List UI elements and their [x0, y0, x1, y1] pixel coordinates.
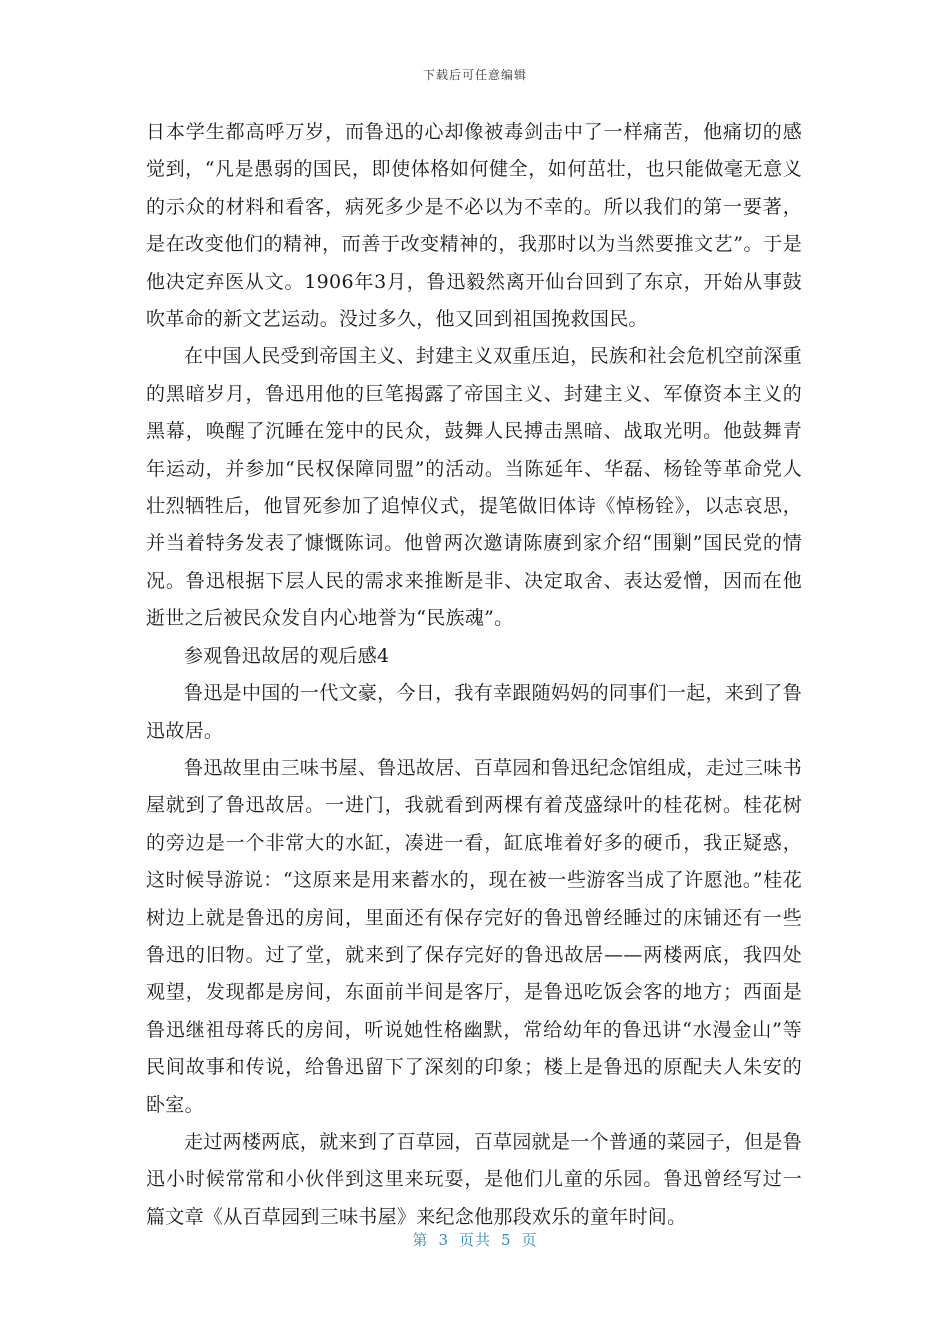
- document-body: [146, 114, 802, 1236]
- page-suffix: 页: [521, 1231, 538, 1249]
- page-total: 5: [501, 1231, 512, 1249]
- section-title: 参观鲁迅故居的观后感4: [184, 644, 390, 667]
- paragraph-1: 日本学生都高呼万岁，而鲁迅的心却像被毒剑击中了一样痛苦，他痛切的感觉到，“凡是愚弱的国民，即使体格如何健全，如何茁壮，也只能做毫无意义的示众的材料和看客，病死多少是不必以为不幸的。所以我们的第一要著，是在改变他们的精神，而善于改变精神的，我那时以为当然要推文艺”。于是他决定弃医从文。1906年3月，鲁迅毅然离开仙台回到了东京，开始从事鼓吹革命的新文艺运动。没过多久，他又回到祖国挽救国民。: [146, 121, 802, 331]
- paragraph-5: 走过两楼两底，就来到了百草园，百草园就是一个普通的菜园子，但是鲁迅小时候常常和小伙伴到这里来玩耍，是他们儿童的乐园。鲁迅曾经写过一篇文章《从百草园到三味书屋》来纪念他那段欢乐的童年时间。: [146, 1130, 802, 1228]
- paragraph-3: 鲁迅是中国的一代文豪，今日，我有幸跟随妈妈的同事们一起，来到了鲁迅故居。: [146, 682, 802, 742]
- page-current: 3: [438, 1231, 449, 1249]
- page-footer: [0, 1229, 950, 1250]
- paragraph-4: 鲁迅故里由三味书屋、鲁迅故居、百草园和鲁迅纪念馆组成，走过三味书屋就到了鲁迅故居。一进门，我就看到两棵有着茂盛绿叶的桂花树。桂花树的旁边是一个非常大的水缸，凑进一看，缸底堆着好多的硬币，我正疑惑，这时候导游说：“这原来是用来蓄水的，现在被一些游客当成了许愿池。”桂花树边上就是鲁迅的房间，里面还有保存完好的鲁迅曾经睡过的床铺还有一些鲁迅的旧物。过了堂，就来到了保存完好的鲁迅故居——两楼两底，我四处观望，发现都是房间，东面前半间是客厅，是鲁迅吃饭会客的地方；西面是鲁迅继祖母蒋氏的房间，听说她性格幽默，常给幼年的鲁迅讲“水漫金山”等民间故事和传说，给鲁迅留下了深刻的印象；楼上是鲁迅的原配夫人朱安的卧室。: [146, 756, 802, 1116]
- page-separator: 页共: [458, 1231, 491, 1249]
- paragraph-2: 在中国人民受到帝国主义、封建主义双重压迫，民族和社会危机空前深重的黑暗岁月，鲁迅用他的巨笔揭露了帝国主义、封建主义、军僚资本主义的黑幕，唤醒了沉睡在笼中的民众，鼓舞人民搏击黑暗、战取光明。他鼓舞青年运动，并参加“民权保障同盟”的活动。当陈延年、华磊、杨铨等革命党人壮烈牺牲后，他冒死参加了追悼仪式，提笔做旧体诗《悼杨铨》，以志哀思，并当着特务发表了慷慨陈词。他曾两次邀请陈赓到家介绍“围剿”国民党的情况。鲁迅根据下层人民的需求来推断是非、决定取舍、表达爱憎，因而在他逝世之后被民众发自内心地誉为“民族魂”。: [146, 345, 802, 630]
- page-header: 下载后可任意编辑: [422, 68, 527, 82]
- page-label: 第: [412, 1231, 429, 1249]
